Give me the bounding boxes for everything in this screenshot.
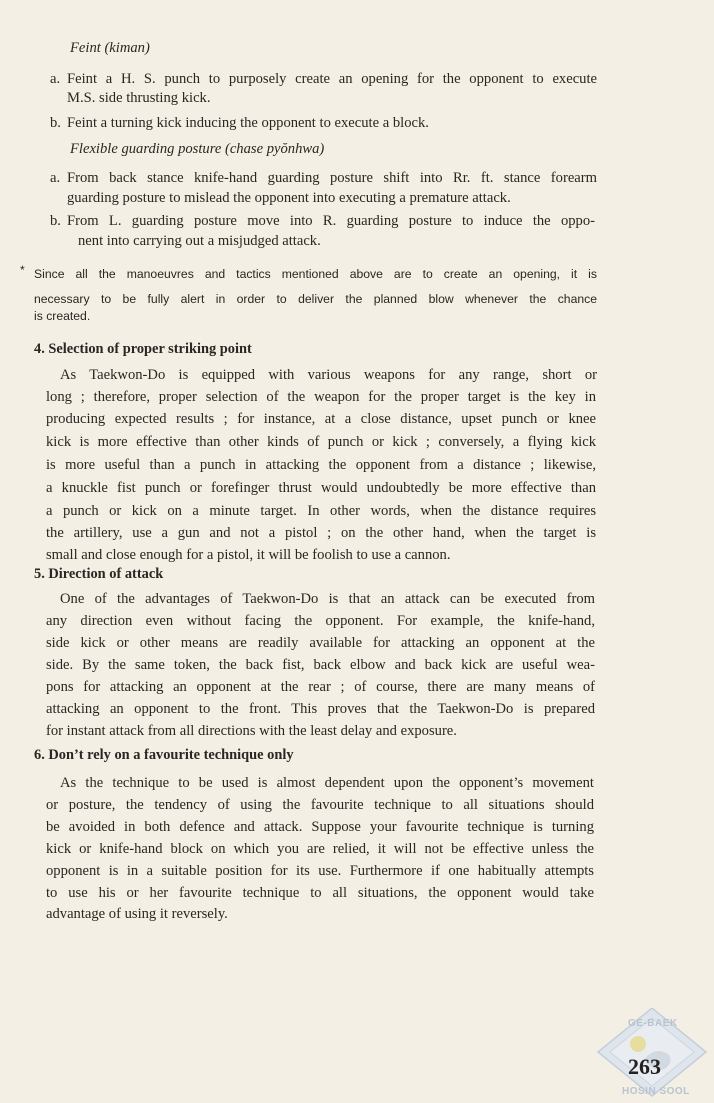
logo-top-text: GE-BAEK	[628, 1018, 678, 1029]
section-5-line-3: side kick or other means are readily available for attacking an opponent at the	[46, 635, 595, 651]
section-5-line-2: any direction even without facing the opponent. For example, the knife-hand,	[46, 613, 595, 629]
section-4-line-1: As Taekwon-Do is equipped with various weapons for any range, short or	[60, 367, 597, 383]
section-4-line-6: a knuckle fist punch or forefinger thrust would undoubtedly be more effective than	[46, 480, 596, 496]
flexible-b-marker: b.	[50, 213, 61, 229]
section-5-line-6: attacking an opponent to the front. This proves that the Taekwon-Do is prepared	[46, 701, 595, 717]
section-5-line-1: One of the advantages of Taekwon-Do is that an attack can be executed from	[60, 591, 595, 607]
section-4-line-3: producing expected results ; for instance, at a close distance, upset punch or knee	[46, 411, 596, 427]
section-6-heading: 6. Don’t rely on a favourite technique only	[34, 747, 294, 763]
note-line-1: Since all the manoeuvres and tactics mentioned above are to create an opening, it is	[34, 267, 597, 281]
feint-heading: Feint (kiman)	[70, 40, 150, 56]
section-6-line-2: or posture, the tendency of using the favourite technique to all situations should	[46, 797, 594, 813]
section-6-line-6: to use his or her favourite technique to all situations, the opponent would take	[46, 885, 594, 901]
feint-b-line-1: Feint a turning kick inducing the opponent to execute a block.	[67, 115, 429, 131]
note-star: *	[20, 263, 25, 277]
logo-bottom-text: HOSIN SOOL	[622, 1086, 690, 1097]
section-4-line-7: a punch or kick on a minute target. In other words, when the distance requires	[46, 503, 596, 519]
section-4-heading: 4. Selection of proper striking point	[34, 341, 252, 357]
feint-a-line-1: Feint a H. S. punch to purposely create an opening for the opponent to execute	[67, 71, 597, 87]
page-number: 263	[628, 1054, 661, 1079]
section-6-line-7: advantage of using it reversely.	[46, 906, 228, 922]
flexible-a-marker: a.	[50, 170, 61, 186]
feint-b-marker: b.	[50, 115, 61, 131]
section-4-line-8: the artillery, use a gun and not a pistol ; on the other hand, when the target is	[46, 525, 596, 541]
section-4-line-2: long ; therefore, proper selection of the weapon for the proper target is the key in	[46, 389, 596, 405]
flexible-b-line-1: From L. guarding posture move into R. guarding posture to induce the oppo-	[67, 213, 595, 229]
flexible-b-line-2: nent into carrying out a misjudged attack.	[78, 233, 321, 249]
note-line-3: is created.	[34, 309, 91, 323]
section-4-line-9: small and close enough for a pistol, it will be foolish to use a cannon.	[46, 547, 451, 563]
note-line-2: necessary to be fully alert in order to deliver the planned blow whenever the chance	[34, 292, 597, 306]
section-6-line-4: kick or knife-hand block on which you are relied, it will not be effective unless the	[46, 841, 594, 857]
section-5-line-7: for instant attack from all directions with the least delay and exposure.	[46, 723, 457, 739]
section-4-line-4: kick is more effective than other kinds of punch or kick ; conversely, a flying kick	[46, 434, 596, 450]
section-5-line-4: side. By the same token, the back fist, back elbow and back kick are useful wea-	[46, 657, 595, 673]
section-4-line-5: is more useful than a punch in attacking the opponent from a distance ; likewise,	[46, 457, 596, 473]
section-5-heading: 5. Direction of attack	[34, 566, 164, 582]
ge-baek-logo	[594, 1008, 710, 1098]
section-5-line-5: pons for attacking an opponent at the rear ; of course, there are many means of	[46, 679, 595, 695]
flexible-a-line-1: From back stance knife-hand guarding posture shift into Rr. ft. stance forearm	[67, 170, 597, 186]
flexible-heading: Flexible guarding posture (chase pyŏnhwa)	[70, 141, 325, 157]
feint-a-line-2: M.S. side thrusting kick.	[67, 90, 211, 106]
section-6-line-1: As the technique to be used is almost dependent upon the opponent’s movement	[60, 775, 594, 791]
feint-a-marker: a.	[50, 71, 61, 87]
flexible-a-line-2: guarding posture to mislead the opponent into executing a premature attack.	[67, 190, 511, 206]
section-6-line-3: be avoided in both defence and attack. Suppose your favourite technique is turning	[46, 819, 594, 835]
section-6-line-5: opponent is in a suitable position for its use. Furthermore if one habitually attempts	[46, 863, 594, 879]
